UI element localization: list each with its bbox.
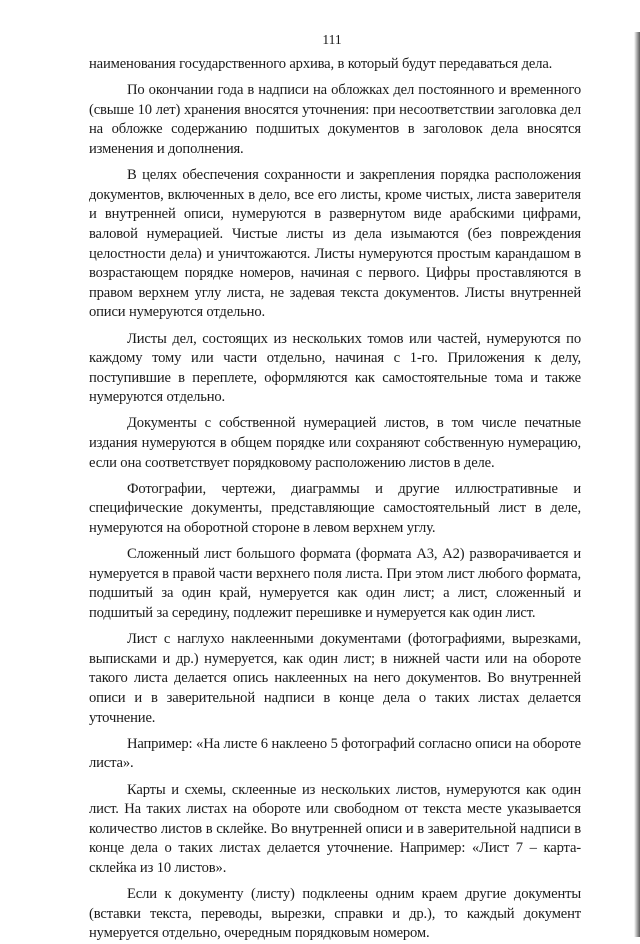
scan-edge-shadow xyxy=(634,32,640,937)
page-number: 111 xyxy=(322,32,342,47)
paragraph: По окончании года в надписи на обложках дел постоянного и временного (свыше 10 лет) хранения вносятся уточнения: при несоответствии заголовка дел на обложке содержанию подшитых документов в заголовок дела вносятся изменения и дополнения. xyxy=(89,82,581,157)
paragraph: Документы с собственной нумерацией листов, в том числе печатные издания нумеруются в общем порядке или сохраняют собственную нумерацию, если она соответствует порядковому расположению листов в деле. xyxy=(89,415,581,471)
paragraph: наименования государственного архива, в который будут передаваться дела. xyxy=(89,56,553,72)
paragraph: Листы дел, состоящих из нескольких томов или частей, нумеруются по каждому тому или части отдельно, начиная с 1-го. Приложения к делу, поступившие в переплете, оформляются как самостоятельные тома и также нумеруются отдельно. xyxy=(89,330,581,406)
paragraph: Лист с наглухо наклеенными документами (фотографиями, вырезками, выписками и др.) нумеруется, как один лист; в нижней части или на обороте такого листа делается опись наклеенных на него документов. Во внутренней описи и в заверительной надписи в конце дела о таких листах делается уточнение. xyxy=(89,631,581,726)
document-body xyxy=(89,55,581,944)
paragraph: Например: «На листе 6 наклеено 5 фотографий согласно описи на обороте листа». xyxy=(89,735,581,772)
paragraph: Сложенный лист большого формата (формата А3, А2) разворачивается и нумеруется в правой части верхнего поля листа. При этом лист любого формата, подшитый за один край, нумеруется как один лист; а лист, сложенный и подшитый за середину, подлежит перешивке и нумеруется как один лист. xyxy=(89,546,581,621)
paragraph: Если к документу (листу) подклеены одним краем другие документы (вставки текста, переводы, вырезки, справки и др.), то каждый документ нумеруется отдельно, очередным порядковым номером. xyxy=(89,886,581,942)
paragraph: Фотографии, чертежи, диаграммы и другие иллюстративные и специфические документы, представляющие самостоятельный лист в деле, нумеруются на оборотной стороне в левом верхнем углу. xyxy=(89,480,581,537)
document-page xyxy=(0,32,640,942)
paragraph: В целях обеспечения сохранности и закрепления порядка расположения документов, включенных в дело, все его листы, кроме чистых, листа заверителя и внутренней описи, нумеруются в развернутом виде арабскими цифрами, валовой нумерацией. Чистые листы из дела изымаются (без повреждения целостности дела) и уничтожаются. Листы нумеруются простым карандашом в возрастающем порядке номеров, начиная с первого. Цифры проставляются в правом верхнем углу листа, не задевая текста документов. Листы внутренней описи нумеруются отдельно. xyxy=(89,167,581,321)
paragraph: Карты и схемы, склеенные из нескольких листов, нумеруются как один лист. На таких листах на обороте или свободном от текста месте указывается количество листов в склейке. Во внутренней описи и в заверительной надписи в конце дела о таких листах делается уточнение. Например: «Лист 7 – карта-склейка из 10 листов». xyxy=(89,781,581,876)
